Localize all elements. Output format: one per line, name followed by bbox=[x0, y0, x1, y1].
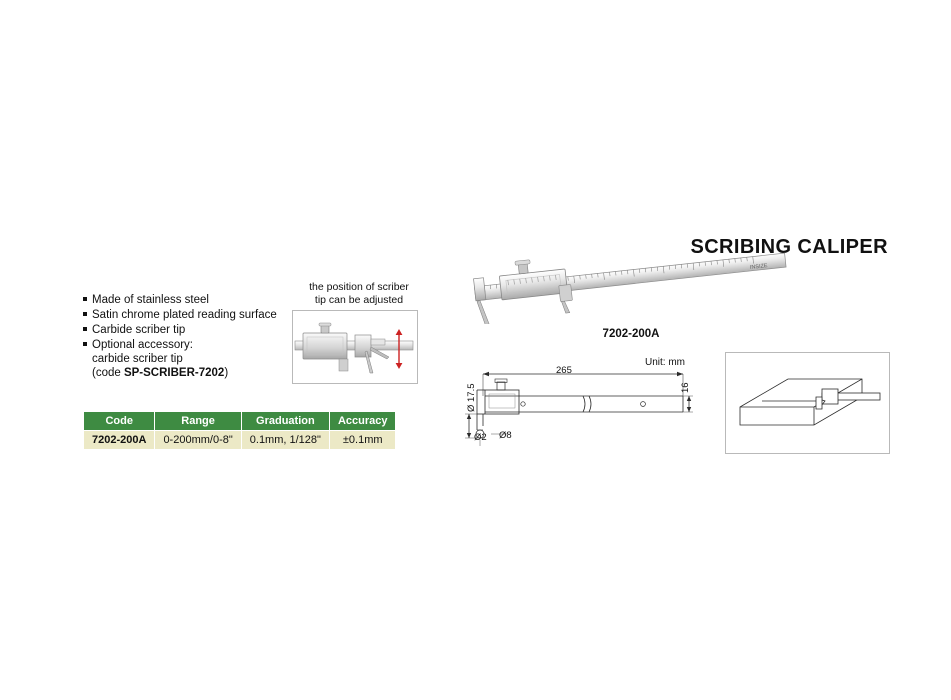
column-header-code: Code bbox=[84, 412, 155, 431]
scribing-caliper-photo bbox=[455, 244, 805, 324]
dimension-large-dia-label: Ø8 bbox=[499, 430, 512, 441]
dimension-small-dia-label: Ø2 bbox=[474, 432, 487, 443]
cell-accuracy: ±0.1mm bbox=[329, 431, 396, 450]
feature-text-multiline bbox=[92, 338, 283, 380]
bullet-icon bbox=[83, 338, 92, 346]
bullet-icon bbox=[83, 308, 92, 316]
unit-label: Unit: mm bbox=[645, 357, 685, 368]
model-label: 7202-200A bbox=[602, 328, 660, 340]
column-header-range: Range bbox=[155, 412, 241, 431]
bullet-icon bbox=[83, 293, 92, 301]
dimension-length-label: 265 bbox=[556, 365, 572, 376]
column-header-graduation: Graduation bbox=[241, 412, 329, 431]
adjust-note bbox=[292, 281, 426, 307]
product-photo bbox=[455, 244, 805, 324]
feature-text: Made of stainless steel bbox=[92, 294, 209, 306]
cell-code: 7202-200A bbox=[84, 431, 155, 450]
page-title: SCRIBING CALIPER bbox=[690, 236, 888, 258]
adjust-note-line-2: tip can be adjusted bbox=[314, 294, 404, 306]
accessory-code: SP-SCRIBER-7202 bbox=[123, 367, 225, 379]
feature-line-3-suffix: ) bbox=[224, 367, 229, 379]
scriber-adjust-illustration bbox=[292, 310, 418, 384]
cell-range: 0-200mm/0-8" bbox=[155, 431, 241, 450]
table-header-row bbox=[84, 412, 396, 431]
list-item bbox=[83, 338, 283, 380]
dimension-diagram bbox=[455, 352, 705, 452]
specification-table bbox=[83, 411, 396, 450]
column-header-accuracy: Accuracy bbox=[329, 412, 396, 431]
list-item bbox=[83, 308, 283, 322]
features-list bbox=[83, 293, 283, 381]
application-illustration bbox=[725, 352, 890, 454]
cell-graduation: 0.1mm, 1/128" bbox=[241, 431, 329, 450]
brand-mark: INSIZE bbox=[749, 263, 768, 271]
feature-text: Satin chrome plated reading surface bbox=[92, 309, 277, 321]
dimension-drawing bbox=[455, 352, 705, 452]
bullet-icon bbox=[83, 323, 92, 331]
scriber-adjust-diagram bbox=[293, 311, 415, 381]
feature-line-3-prefix: (code bbox=[92, 367, 124, 379]
feature-line-2: carbide scriber tip bbox=[92, 353, 183, 365]
feature-text: Carbide scriber tip bbox=[92, 324, 186, 336]
table-row bbox=[84, 431, 396, 450]
feature-line-1: Optional accessory: bbox=[92, 339, 193, 351]
dimension-height-label: 16 bbox=[680, 382, 691, 393]
adjust-note-line-1: the position of scriber bbox=[309, 281, 409, 293]
application-diagram bbox=[726, 353, 887, 451]
list-item bbox=[83, 293, 283, 307]
dimension-tip-height-label: Ø 17.5 bbox=[466, 383, 477, 412]
list-item bbox=[83, 323, 283, 337]
